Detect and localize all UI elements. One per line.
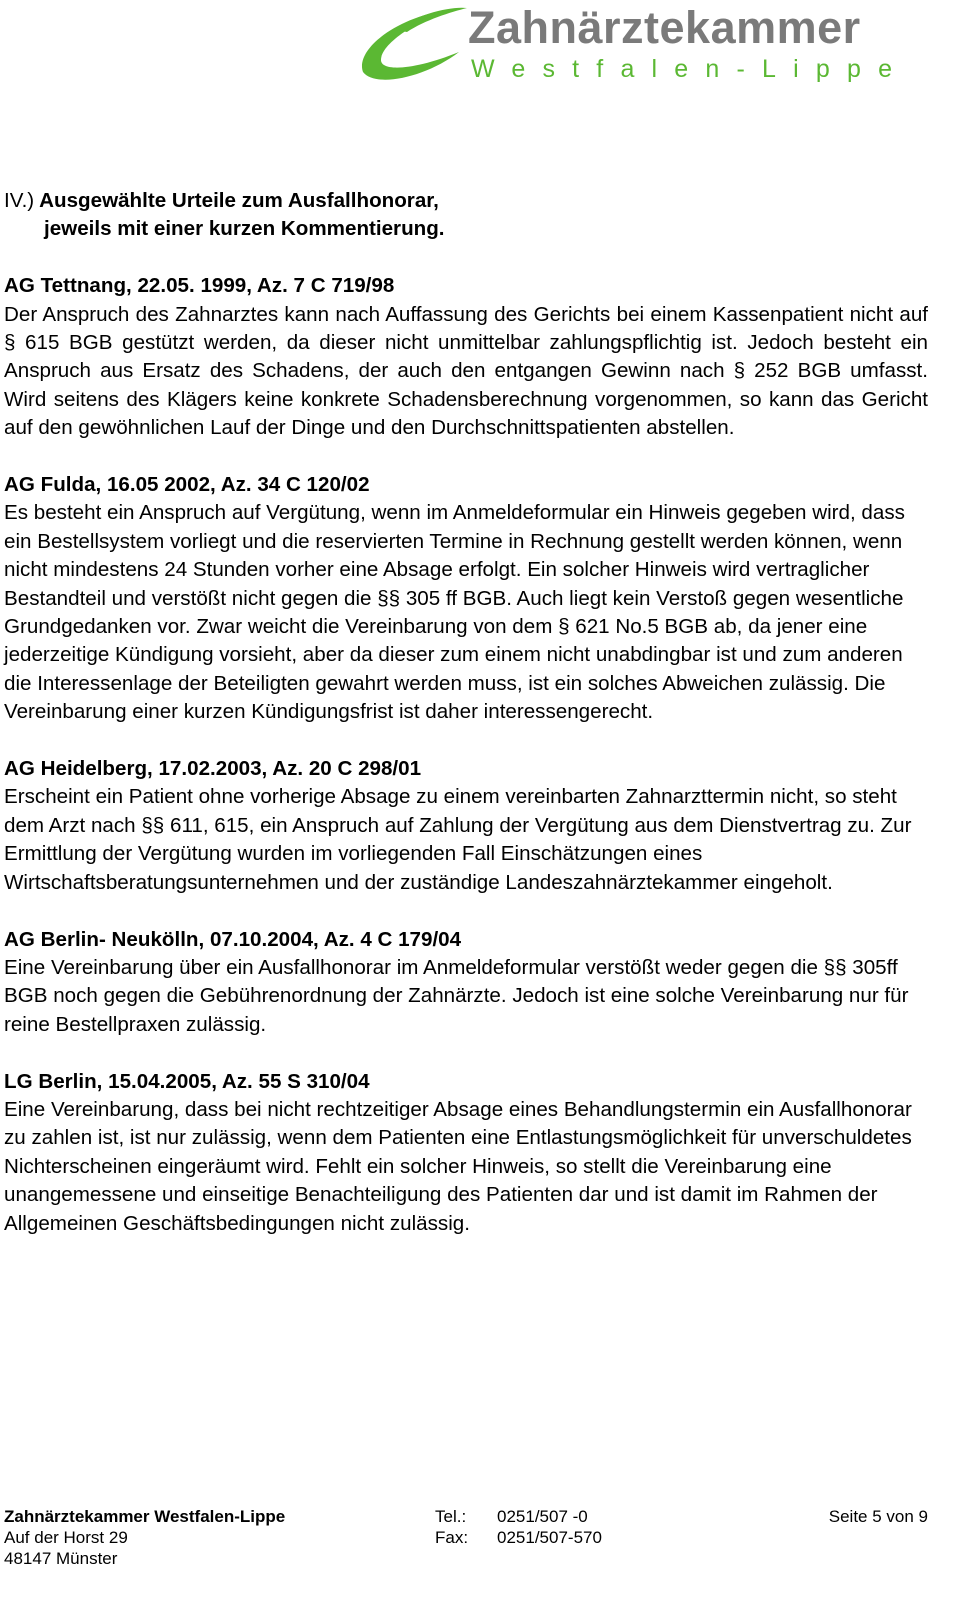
case-text: Der Anspruch des Zahnarztes kann nach Auffassung des Gerichts bei einem Kassenpatient nicht auf § 615 BGB gestützt werden, da dieser nicht unmittelbar zahlungspflichtig ist. Jedoch besteht ein Anspruch aus Ersatz des Schadens, der auch den entgangen Gewinn nach § 252 BGB umfasst. Wird seitens des Klägers keine konkrete Schadensberechnung vorgenommen, so kann das Gericht auf den gewöhnlichen Lauf der Dinge und den Durchschnittspatienten abstellen. [4, 302, 928, 440]
section-title [4, 187, 928, 244]
case-fulda [4, 471, 928, 727]
footer-street: Auf der Horst 29 [4, 1528, 128, 1547]
case-text: Es besteht ein Anspruch auf Vergütung, wenn im Anmeldeformular ein Hinweis gegeben wird, dass ein Bestellsystem vorliegt und die reservierten Termine in Rechnung gestellt werden können, wenn nicht mindestens 24 Stunden vorher eine Absage erfolgt. Ein solcher Hinweis wird vertraglicher Bestandteil und verstößt nicht gegen die §§ 305 ff BGB. Auch liegt kein Verstoß gegen wesentliche Grundgedanken vor. Zwar weicht die Vereinbarung von dem § 621 No.5 BGB ab, da jener eine jederzeitige Kündigung vorsieht, aber da dieser zum einem nicht unabdingbar ist und zum anderen die Interessenlage der Beteiligten gewahrt werden muss, ist ein solches Abweichen zulässig. Die Vereinbarung einer kurzen Kündigungsfrist ist daher interessengerecht. [4, 501, 905, 724]
case-text: Eine Vereinbarung über ein Ausfallhonorar im Anmeldeformular verstößt weder gegen die §§ 305ff BGB noch gegen die Gebührenordnung der Zahnärzte. Jedoch ist eine solche Vereinbarung nur für reine Bestellpraxen zulässig. [4, 955, 909, 1036]
logo-region: Westfalen-Lippe [471, 55, 910, 83]
case-tettnang [4, 272, 928, 442]
case-text: Erscheint ein Patient ohne vorherige Absage zu einem vereinbarten Zahnarzttermin nicht, so steht dem Arzt nach §§ 611, 615, ein Anspruch auf Zahlung der Vergütung aus dem Dienstvertrag zu. Zur Ermittlung der Vergütung wurden im vorliegenden Fall Einschätzungen eines Wirtschaftsberatungsunternehmen und der zuständige Landeszahnärztekammer eingeholt. [4, 785, 912, 894]
document-body [4, 187, 928, 1266]
tel-label: Tel.: [435, 1507, 467, 1526]
case-text: Eine Vereinbarung, dass bei nicht rechtzeitiger Absage eines Behandlungstermin ein Ausfallhonorar zu zahlen ist, ist nur zulässig, wenn dem Patienten eine Entlastungsmöglichkeit für unverschuldetes Nichterscheinen eingeräumt wird. Fehlt ein solcher Hinweis, so stellt die Vereinbarung eine unangemessene und einseitige Benachteiligung des Patienten dar und ist damit im Rahmen der Allgemeinen Geschäftsbedingungen nicht zulässig. [4, 1097, 912, 1235]
logo-swoosh-icon [355, 0, 475, 84]
footer-city: 48147 Münster [4, 1549, 118, 1568]
logo-name: Zahnärztekammer [468, 2, 861, 53]
page-number: Seite 5 von 9 [828, 1507, 928, 1526]
tel-number: 0251/507 -0 [497, 1507, 588, 1526]
case-heading: AG Fulda, 16.05 2002, Az. 34 C 120/02 [4, 473, 370, 497]
footer-contact [435, 1506, 602, 1548]
footer-address [4, 1506, 285, 1569]
case-heading: AG Heidelberg, 17.02.2003, Az. 20 C 298/01 [4, 757, 422, 781]
case-heidelberg [4, 755, 928, 897]
section-number: IV.) [4, 189, 35, 212]
case-heading: AG Tettnang, 22.05. 1999, Az. 7 C 719/98 [4, 274, 395, 298]
fax-label: Fax: [435, 1528, 469, 1547]
case-heading: LG Berlin, 15.04.2005, Az. 55 S 310/04 [4, 1069, 370, 1093]
chamber-logo [355, 0, 955, 90]
section-title-line2: jeweils mit einer kurzen Kommentierung. [44, 217, 445, 241]
footer-org-name: Zahnärztekammer Westfalen-Lippe [4, 1507, 286, 1526]
section-title-line1: Ausgewählte Urteile zum Ausfallhonorar, [39, 189, 439, 212]
case-lg-berlin [4, 1068, 928, 1238]
fax-number: 0251/507-570 [497, 1528, 602, 1547]
case-heading: AG Berlin- Neukölln, 07.10.2004, Az. 4 C 179/04 [4, 927, 462, 951]
case-berlin-neukoelln [4, 926, 928, 1040]
